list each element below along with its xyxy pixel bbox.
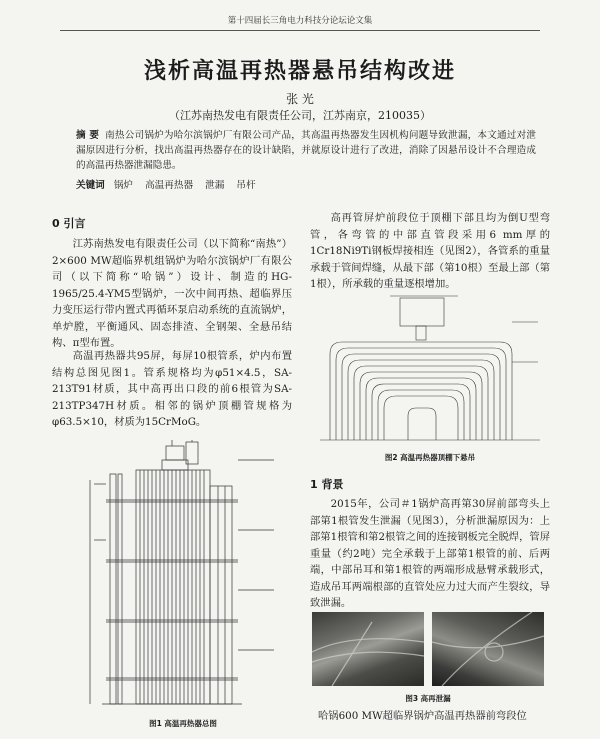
- figure-2-caption: 图2 高温再热器顶棚下悬吊: [384, 453, 476, 462]
- intro-paragraph-1: 江苏南热发电有限责任公司（以下简称“南热”）2×600 MW超临界机组锅炉为哈尔滨锅炉厂有限公司（以下简称“哈锅”）设计、制造的HG-1965/25.4-YM5型锅炉，一次中间再热、超临界压力变压运行带内置式再循环泵启动系统的直流锅炉，单炉膛，平衡通风、固态排渣、全钢架、全悬吊结构、π型布置。: [52, 238, 292, 349]
- abstract-text: 南热公司锅炉为哈尔滨锅炉厂有限公司产品，其高温再热器发生因机构问题导致泄漏，本文通过对泄漏原因进行分析，找出高温再热器存在的设计缺陷，并就原设计进行了改进，消除了因悬吊设计不合理造成的高温再热器泄漏隐患。: [76, 130, 536, 171]
- section-heading-intro: 0 引言: [52, 217, 86, 230]
- abstract-label: 摘 要: [76, 130, 100, 141]
- paper-title: 浅析高温再热器悬吊结构改进: [143, 58, 456, 84]
- keyword: 泄漏: [205, 180, 225, 191]
- keywords: [76, 178, 536, 193]
- figure-1-drawing: [88, 440, 278, 714]
- intro-paragraph-2: 高温再热器共95屏，每屏10根管系，炉内布置结构总图见图1。管系规格均为φ51×4.5，SA-213T91材质，其中高再出口段的前6根管为SA-213TP347H材质。相邻的锅炉顶棚管规格为φ63.5×10，材质为15CrMoG。: [52, 350, 292, 428]
- right-column-paragraph: 高再管屏炉前段位于顶棚下部且均为倒U型弯管，各弯管的中部直管段采用6 mm厚的1Cr18Ni9Ti钢板焊接相连（见图2），各管系的重量承载于管间焊缝，从最下部（第10根）至最上部（第1根），所承载的重量逐根增加。: [310, 212, 550, 290]
- figure-3-caption: 图3 高再泄漏: [405, 694, 451, 703]
- running-header: 第十四届长三角电力科技分论坛论文集: [60, 14, 540, 31]
- background-paragraph: 2015年，公司＃1锅炉高再第30屏前部弯头上部第1根管发生泄漏（见图3），分析泄漏原因为：上部第1根管和第2根管之间的连接钢板完全脱焊，管屏重量（约2吨）完全承载于上部第1根管的前、后两端，中部吊耳和第1根管的两端形成悬臂承载形式，造成吊耳两端根部的直管处应力过大而产生裂纹，导致泄漏。: [310, 498, 550, 609]
- author: 张 光: [286, 92, 314, 106]
- keyword: 吊杆: [236, 180, 256, 191]
- keyword: 高温再热器: [145, 180, 194, 191]
- section-heading-background: 1 背景: [310, 478, 344, 491]
- affiliation: （江苏南热发电有限责任公司，江苏南京，210035）: [169, 109, 431, 122]
- figure-2-drawing: [320, 292, 540, 442]
- abstract: [76, 128, 536, 173]
- keywords-label: 关键词: [76, 180, 105, 191]
- bottom-text-line: 哈锅600 MW超临界锅炉高温再热器前弯段位: [318, 710, 527, 722]
- figure-3-photo-left: [312, 612, 424, 686]
- keyword: 锅炉: [113, 180, 134, 191]
- figure-3-photo-right: [432, 612, 544, 686]
- figure-1-caption: 图1 高温再热器总图: [149, 719, 217, 728]
